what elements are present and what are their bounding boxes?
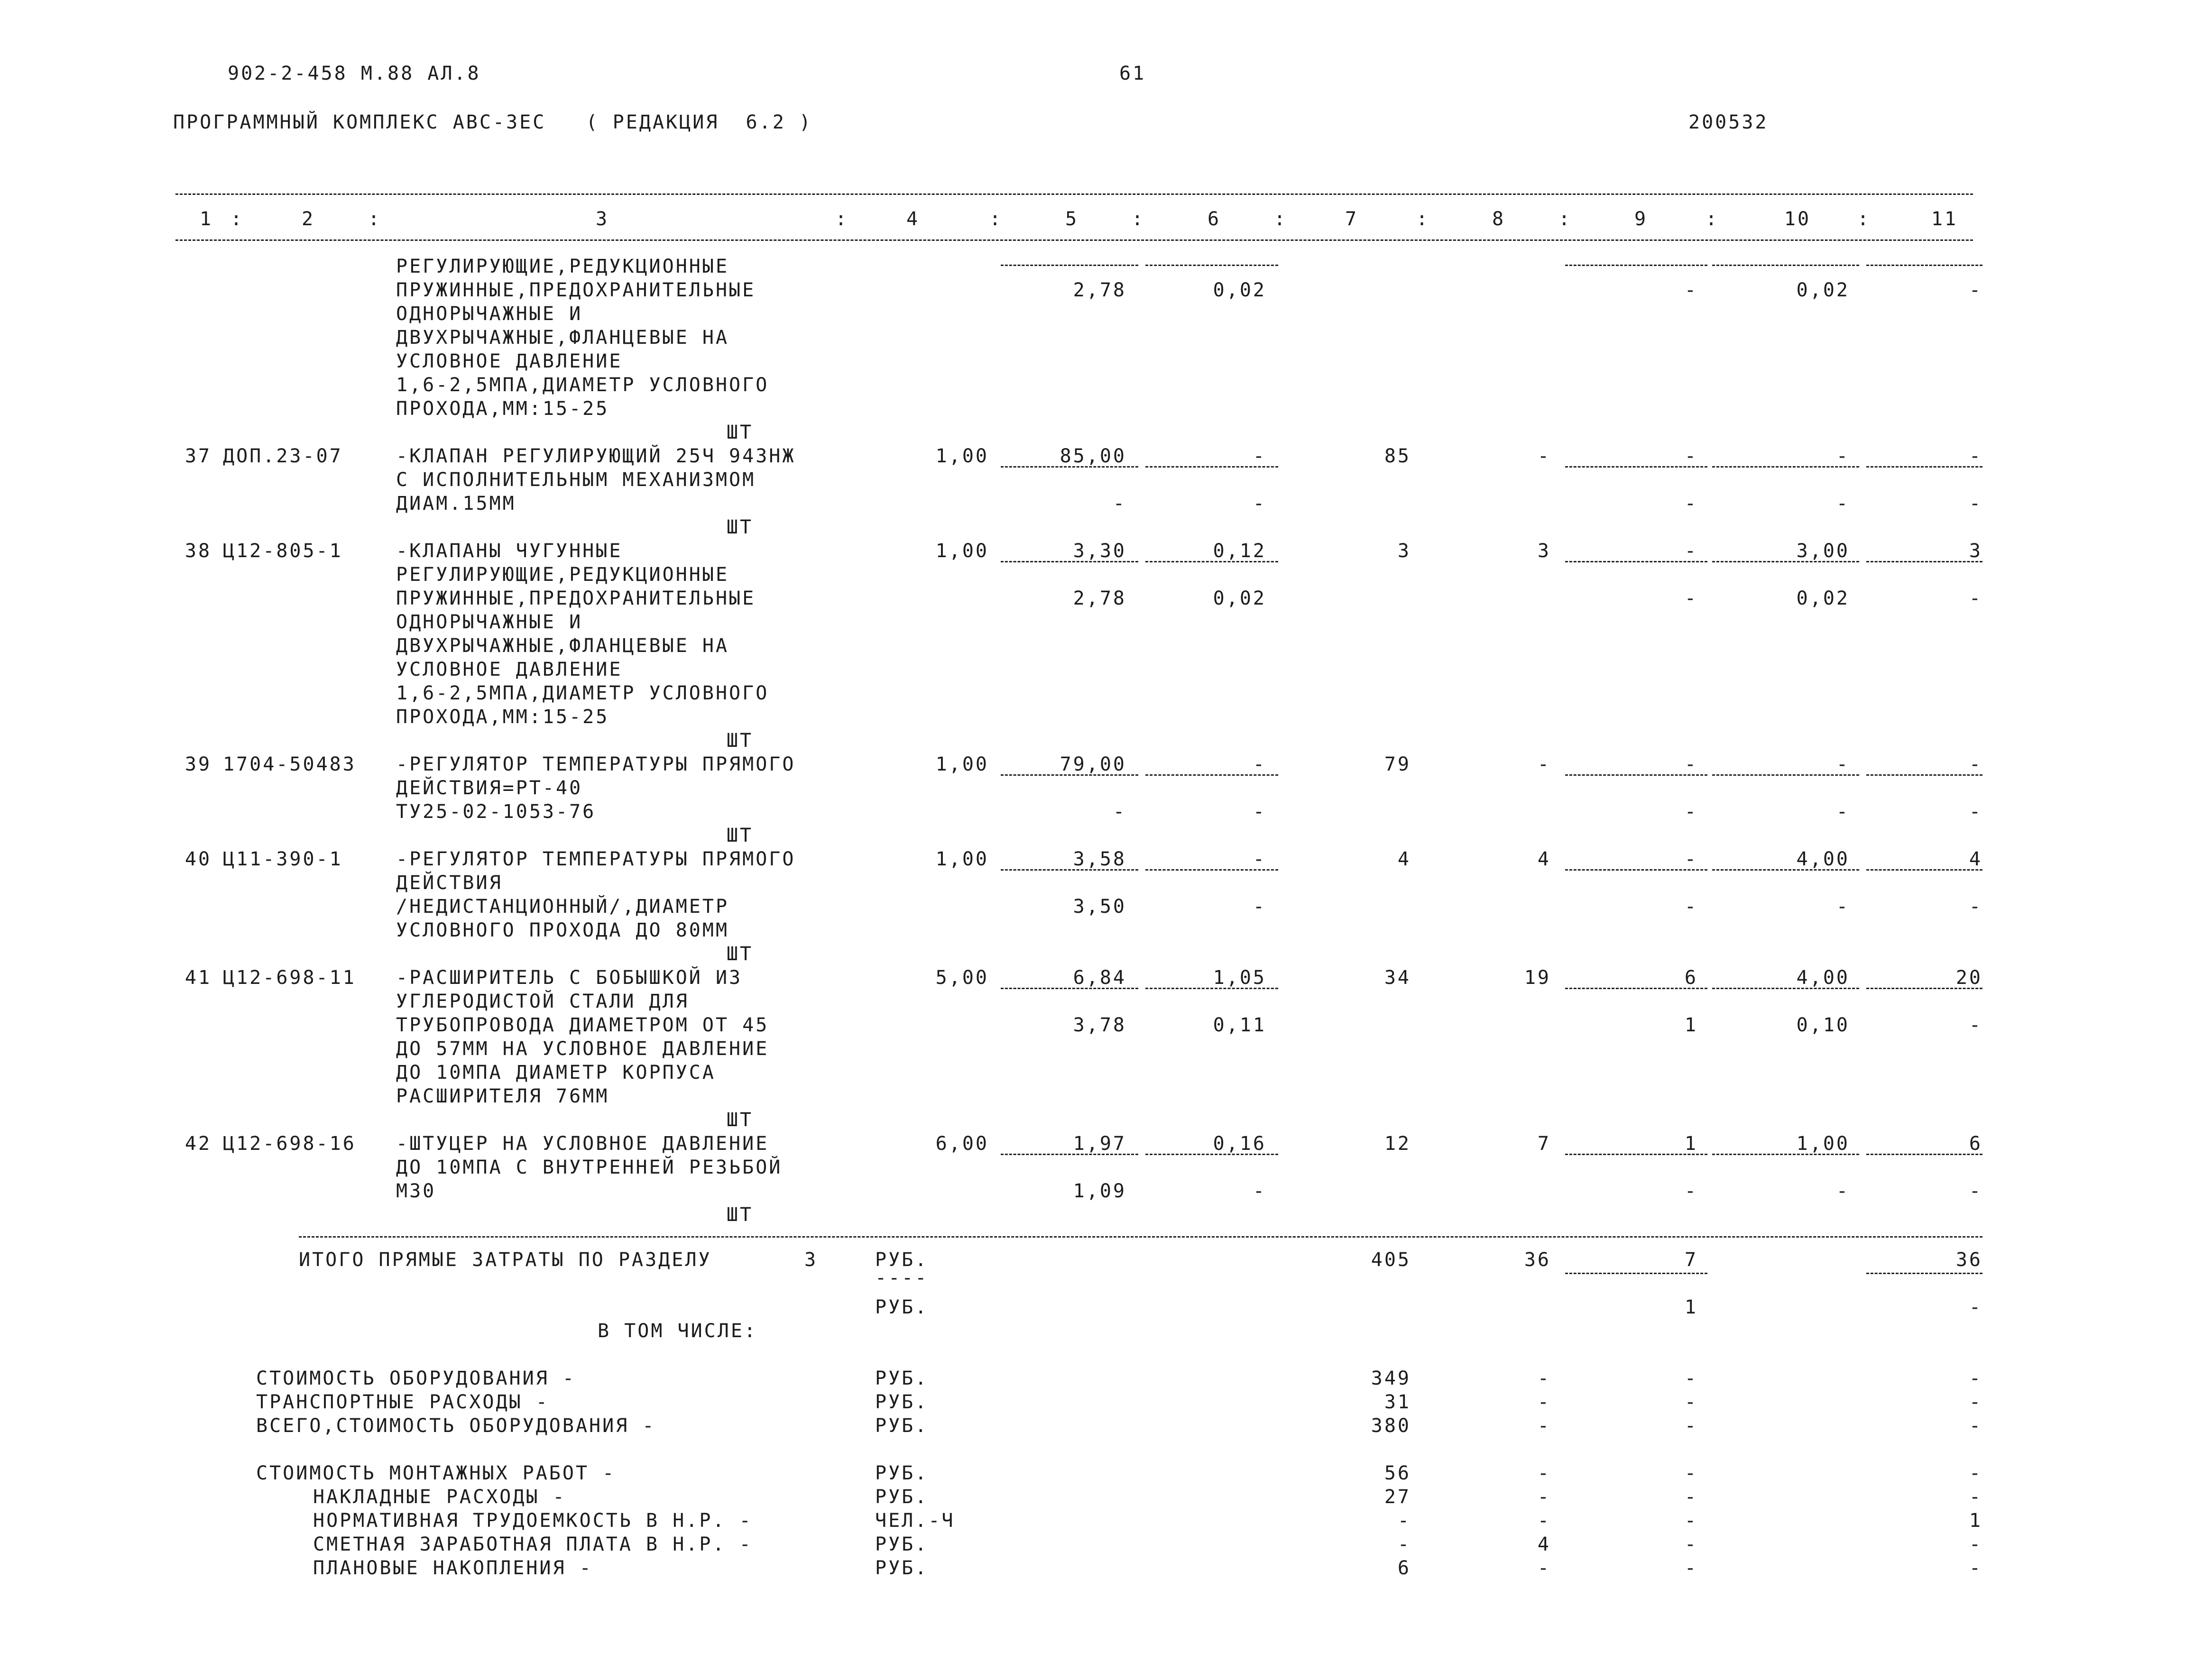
summary-line-col11: - — [1969, 1486, 1982, 1508]
summary-line-col8: - — [1537, 1557, 1551, 1579]
item-37-col5: 85,00 — [1060, 445, 1126, 467]
totals-col11-divider — [1866, 1273, 1982, 1274]
item-37-col9: - — [1684, 445, 1698, 467]
summary-line-col9: - — [1684, 1415, 1698, 1437]
item-39-col5-divider — [1001, 774, 1138, 776]
item-38-description-line: УСЛОВНОЕ ДАВЛЕНИЕ — [396, 659, 623, 680]
item-42-col9: 1 — [1684, 1133, 1698, 1155]
item-41-col5-divider — [1001, 988, 1138, 989]
item-42-col11-labor: - — [1969, 1180, 1982, 1202]
summary-line-col11: - — [1969, 1557, 1982, 1579]
column-separator: : — [1558, 208, 1572, 230]
item-39-col10: - — [1836, 753, 1850, 775]
item-37-col10-divider — [1712, 466, 1859, 468]
item-37-col8: - — [1537, 445, 1551, 467]
header-bottom-rule — [175, 239, 1973, 241]
item-42-quantity: 6,00 — [935, 1133, 989, 1155]
item-38-col11: 3 — [1969, 540, 1982, 562]
item-41-unit-sht: ШТ — [726, 1109, 754, 1131]
summary-line-col9: - — [1684, 1557, 1698, 1579]
item-38-quantity: 1,00 — [935, 540, 989, 562]
item-41-col9: 6 — [1684, 967, 1698, 989]
column-header-10: 10 — [1784, 208, 1811, 230]
document-code: 902-2-458 М.88 АЛ.8 — [228, 63, 481, 84]
item-41-col11: 20 — [1955, 967, 1982, 989]
column-separator: : — [989, 208, 1003, 230]
summary-line-label: НАКЛАДНЫЕ РАСХОДЫ - — [313, 1486, 566, 1508]
item-39-col10-divider — [1712, 774, 1859, 776]
column-header-2: 2 — [301, 208, 315, 230]
item-38-col6-labor: 0,02 — [1213, 588, 1266, 609]
item-41-col5: 6,84 — [1073, 967, 1126, 989]
summary-line-col8: - — [1537, 1391, 1551, 1413]
item-38-col8: 3 — [1537, 540, 1551, 562]
item-38-description-line: ДВУХРЫЧАЖНЫЕ,ФЛАНЦЕВЫЕ НА — [396, 635, 729, 657]
item-41-description-line: РАСШИРИТЕЛЯ 76ММ — [396, 1085, 609, 1107]
item-41-col10-labor: 0,10 — [1796, 1014, 1850, 1036]
in-that-label: В ТОМ ЧИСЛЕ: — [598, 1320, 757, 1342]
item-39-col11-divider — [1866, 774, 1982, 776]
summary-line-col11: - — [1969, 1415, 1982, 1437]
summary-line-col11: - — [1969, 1368, 1982, 1389]
column-header-4: 4 — [906, 208, 920, 230]
item-37-col10: - — [1836, 445, 1850, 467]
item-38-code: Ц12-805-1 — [223, 540, 343, 562]
item-description-line: 1,6-2,5МПА,ДИАМЕТР УСЛОВНОГО — [396, 374, 769, 396]
column-header-5: 5 — [1065, 208, 1079, 230]
continuation-col6-value: 0,02 — [1213, 279, 1266, 301]
item-37-col6-labor: - — [1253, 493, 1266, 514]
summary-line-col8: - — [1537, 1510, 1551, 1532]
summary-line-col11: - — [1969, 1391, 1982, 1413]
item-41-col5-labor: 3,78 — [1073, 1014, 1126, 1036]
item-40-quantity: 1,00 — [935, 848, 989, 870]
item-37-number: 37 — [184, 445, 212, 467]
item-40-col8: 4 — [1537, 848, 1551, 870]
item-37-col11: - — [1969, 445, 1982, 467]
column-separator: : — [1857, 208, 1871, 230]
item-39-col6: - — [1253, 753, 1266, 775]
summary-line-col9: - — [1684, 1533, 1698, 1555]
column-separator: : — [1131, 208, 1145, 230]
table-top-rule — [175, 193, 1973, 195]
item-38-col5: 3,30 — [1073, 540, 1126, 562]
item-42-col8: 7 — [1537, 1133, 1551, 1155]
item-41-description-line: -РАСШИРИТЕЛЬ С БОБЫШКОЙ ИЗ — [396, 967, 743, 989]
totals-title: ИТОГО ПРЯМЫЕ ЗАТРАТЫ ПО РАЗДЕЛУ — [299, 1249, 712, 1271]
column-header-1: 1 — [199, 208, 213, 230]
summary-line-col11: 1 — [1969, 1510, 1982, 1532]
item-38-col7: 3 — [1397, 540, 1411, 562]
item-40-col9: - — [1684, 848, 1698, 870]
item-37-description-line: ДИАМ.15ММ — [396, 493, 516, 514]
totals-unit-underline: ---- — [875, 1267, 929, 1289]
unit-sht: ШТ — [726, 422, 754, 443]
item-42-col5-divider — [1001, 1154, 1138, 1155]
item-39-col9-labor: - — [1684, 801, 1698, 823]
summary-line-unit: РУБ. — [875, 1368, 929, 1389]
continuation-col5-divider — [1001, 265, 1138, 266]
item-40-description-line: ДЕЙСТВИЯ — [396, 872, 503, 894]
item-38-description-line: ПРОХОДА,ММ:15-25 — [396, 706, 609, 728]
item-38-col11-divider — [1866, 561, 1982, 562]
item-40-col9-labor: - — [1684, 896, 1698, 918]
item-37-unit-sht: ШТ — [726, 516, 754, 538]
item-37-col6: - — [1253, 445, 1266, 467]
summary-line-label: ВСЕГО,СТОИМОСТЬ ОБОРУДОВАНИЯ - — [256, 1415, 656, 1437]
item-37-col9-divider — [1565, 466, 1707, 468]
item-39-col9-divider — [1565, 774, 1707, 776]
summary-line-col7: 380 — [1371, 1415, 1411, 1437]
item-39-col8: - — [1537, 753, 1551, 775]
summary-line-col9: - — [1684, 1486, 1698, 1508]
item-39-description-line: ДЕЙСТВИЯ=РТ-40 — [396, 777, 583, 799]
totals-col9: 7 — [1684, 1249, 1698, 1271]
item-38-col10: 3,00 — [1796, 540, 1850, 562]
item-42-description-line: ДО 10МПА С ВНУТРЕННЕЙ РЕЗЬБОЙ — [396, 1157, 783, 1178]
item-38-description-line: РЕГУЛИРУЮЩИЕ,РЕДУКЦИОННЫЕ — [396, 564, 729, 586]
item-42-col6: 0,16 — [1213, 1133, 1266, 1155]
item-42-number: 42 — [184, 1133, 212, 1155]
item-38-col10-labor: 0,02 — [1796, 588, 1850, 609]
item-41-quantity: 5,00 — [935, 967, 989, 989]
summary-line-col9: - — [1684, 1510, 1698, 1532]
summary-line-unit: РУБ. — [875, 1415, 929, 1437]
summary-line-unit: РУБ. — [875, 1557, 929, 1579]
item-42-col6-divider — [1145, 1154, 1278, 1155]
item-37-description-line: -КЛАПАН РЕГУЛИРУЮЩИЙ 25Ч 943НЖ — [396, 445, 796, 467]
summary-line-col8: - — [1537, 1462, 1551, 1484]
column-separator: : — [230, 208, 244, 230]
item-38-description-line: ПРУЖИННЫЕ,ПРЕДОХРАНИТЕЛЬНЫЕ — [396, 588, 756, 609]
item-37-col11-divider — [1866, 466, 1982, 468]
summary-line-col8: - — [1537, 1415, 1551, 1437]
item-40-col5-labor: 3,50 — [1073, 896, 1126, 918]
item-38-col9-divider — [1565, 561, 1707, 562]
item-41-description-line: ДО 57ММ НА УСЛОВНОЕ ДАВЛЕНИЕ — [396, 1038, 769, 1060]
summary-line-unit: РУБ. — [875, 1486, 929, 1508]
column-separator: : — [1416, 208, 1430, 230]
summary-line-col9: - — [1684, 1391, 1698, 1413]
item-40-col5-divider — [1001, 869, 1138, 871]
item-42-col10-labor: - — [1836, 1180, 1850, 1202]
item-42-col11: 6 — [1969, 1133, 1982, 1155]
item-description-line: ПРОХОДА,ММ:15-25 — [396, 398, 609, 420]
item-40-col5: 3,58 — [1073, 848, 1126, 870]
item-41-description-line: ТРУБОПРОВОДА ДИАМЕТРОМ ОТ 45 — [396, 1014, 769, 1036]
item-40-number: 40 — [184, 848, 212, 870]
summary-line-unit: ЧЕЛ.-Ч — [875, 1510, 955, 1532]
summary-line-label: СТОИМОСТЬ МОНТАЖНЫХ РАБОТ - — [256, 1462, 616, 1484]
item-40-col6: - — [1253, 848, 1266, 870]
page-number: 61 — [1119, 63, 1146, 84]
continuation-col6-divider — [1145, 265, 1278, 266]
column-header-7: 7 — [1345, 208, 1359, 230]
item-42-col10: 1,00 — [1796, 1133, 1850, 1155]
totals-section-number: 3 — [804, 1249, 818, 1271]
continuation-col10-divider — [1712, 265, 1859, 266]
item-description-line: ПРУЖИННЫЕ,ПРЕДОХРАНИТЕЛЬНЫЕ — [396, 279, 756, 301]
column-separator: : — [1273, 208, 1288, 230]
totals-col8: 36 — [1524, 1249, 1551, 1271]
program-title: ПРОГРАММНЫЙ КОМПЛЕКС АВС-3ЕС ( РЕДАКЦИЯ 6.2 ) — [173, 111, 812, 133]
item-39-col5-labor: - — [1113, 801, 1126, 823]
item-38-col6-divider — [1145, 561, 1278, 562]
item-38-description-line: -КЛАПАНЫ ЧУГУННЫЕ — [396, 540, 623, 562]
continuation-col9-divider — [1565, 265, 1707, 266]
item-42-col10-divider — [1712, 1154, 1859, 1155]
summary-line-label: НОРМАТИВНАЯ ТРУДОЕМКОСТЬ В Н.Р. - — [313, 1510, 753, 1532]
item-description-line: ОДНОРЫЧАЖНЫЕ И — [396, 303, 583, 325]
column-header-8: 8 — [1492, 208, 1506, 230]
item-40-col10-labor: - — [1836, 896, 1850, 918]
item-39-col10-labor: - — [1836, 801, 1850, 823]
item-description-line: РЕГУЛИРУЮЩИЕ,РЕДУКЦИОННЫЕ — [396, 256, 729, 277]
totals-unit: РУБ. — [875, 1249, 929, 1271]
column-header-11: 11 — [1931, 208, 1958, 230]
item-41-col11-divider — [1866, 988, 1982, 989]
summary-line-label: ПЛАНОВЫЕ НАКОПЛЕНИЯ - — [313, 1557, 593, 1579]
column-header-9: 9 — [1634, 208, 1648, 230]
column-header-3: 3 — [595, 208, 609, 230]
item-41-col6-divider — [1145, 988, 1278, 989]
item-description-line: ДВУХРЫЧАЖНЫЕ,ФЛАНЦЕВЫЕ НА — [396, 327, 729, 349]
item-41-description-line: УГЛЕРОДИСТОЙ СТАЛИ ДЛЯ — [396, 991, 689, 1012]
item-42-code: Ц12-698-16 — [223, 1133, 356, 1155]
summary-line-col7: 27 — [1384, 1486, 1411, 1508]
item-42-col5: 1,97 — [1073, 1133, 1126, 1155]
totals-col9-labor: 1 — [1684, 1296, 1698, 1318]
totals-col11: 36 — [1955, 1249, 1982, 1271]
summary-line-col7: - — [1397, 1533, 1411, 1555]
item-42-col9-labor: - — [1684, 1180, 1698, 1202]
item-38-col10-divider — [1712, 561, 1859, 562]
item-38-col6: 0,12 — [1213, 540, 1266, 562]
totals-top-rule — [299, 1236, 1982, 1238]
item-40-unit-sht: ШТ — [726, 943, 754, 965]
item-38-col5-divider — [1001, 561, 1138, 562]
item-37-quantity: 1,00 — [935, 445, 989, 467]
column-separator: : — [368, 208, 382, 230]
column-separator: : — [835, 208, 849, 230]
item-37-code: ДОП.23-07 — [223, 445, 343, 467]
item-40-col6-labor: - — [1253, 896, 1266, 918]
item-42-col9-divider — [1565, 1154, 1707, 1155]
summary-line-label: СТОИМОСТЬ ОБОРУДОВАНИЯ - — [256, 1368, 576, 1389]
item-39-description-line: ТУ25-02-1053-76 — [396, 801, 596, 823]
item-37-col5-divider — [1001, 466, 1138, 468]
item-38-col9: - — [1684, 540, 1698, 562]
item-40-col10-divider — [1712, 869, 1859, 871]
document-id: 200532 — [1688, 111, 1769, 133]
item-37-description-line: С ИСПОЛНИТЕЛЬНЫМ МЕХАНИЗМОМ — [396, 469, 756, 491]
column-separator: : — [1705, 208, 1719, 230]
item-40-col9-divider — [1565, 869, 1707, 871]
summary-line-col8: 4 — [1537, 1533, 1551, 1555]
item-39-col11-labor: - — [1969, 801, 1982, 823]
totals-unit-labor: РУБ. — [875, 1296, 929, 1318]
continuation-col9-value: - — [1684, 279, 1698, 301]
summary-line-col8: - — [1537, 1486, 1551, 1508]
item-41-col9-labor: 1 — [1684, 1014, 1698, 1036]
item-40-col11-divider — [1866, 869, 1982, 871]
item-39-quantity: 1,00 — [935, 753, 989, 775]
item-41-col11-labor: - — [1969, 1014, 1982, 1036]
item-42-col6-labor: - — [1253, 1180, 1266, 1202]
totals-col11-labor: - — [1969, 1296, 1982, 1318]
item-39-col11: - — [1969, 753, 1982, 775]
item-40-description-line: -РЕГУЛЯТОР ТЕМПЕРАТУРЫ ПРЯМОГО — [396, 848, 796, 870]
item-39-col7: 79 — [1384, 753, 1411, 775]
column-header-6: 6 — [1207, 208, 1221, 230]
item-40-code: Ц11-390-1 — [223, 848, 343, 870]
summary-line-col8: - — [1537, 1368, 1551, 1389]
summary-line-col7: - — [1397, 1510, 1411, 1532]
item-41-col9-divider — [1565, 988, 1707, 989]
totals-col9-divider — [1565, 1273, 1707, 1274]
item-description-line: УСЛОВНОЕ ДАВЛЕНИЕ — [396, 350, 623, 372]
item-38-col9-labor: - — [1684, 588, 1698, 609]
summary-line-unit: РУБ. — [875, 1391, 929, 1413]
summary-line-col7: 56 — [1384, 1462, 1411, 1484]
item-42-description-line: -ШТУЦЕР НА УСЛОВНОЕ ДАВЛЕНИЕ — [396, 1133, 769, 1155]
totals-col7: 405 — [1371, 1249, 1411, 1271]
item-40-col6-divider — [1145, 869, 1278, 871]
item-42-col11-divider — [1866, 1154, 1982, 1155]
item-41-number: 41 — [184, 967, 212, 989]
item-41-col10: 4,00 — [1796, 967, 1850, 989]
continuation-col11-value: - — [1969, 279, 1982, 301]
item-38-unit-sht: ШТ — [726, 730, 754, 752]
item-41-code: Ц12-698-11 — [223, 967, 356, 989]
item-37-col7: 85 — [1384, 445, 1411, 467]
item-37-col9-labor: - — [1684, 493, 1698, 514]
summary-line-col7: 349 — [1371, 1368, 1411, 1389]
item-38-col5-labor: 2,78 — [1073, 588, 1126, 609]
summary-line-col9: - — [1684, 1462, 1698, 1484]
item-38-col11-labor: - — [1969, 588, 1982, 609]
item-37-col6-divider — [1145, 466, 1278, 468]
item-38-description-line: ОДНОРЫЧАЖНЫЕ И — [396, 611, 583, 633]
item-42-description-line: М30 — [396, 1180, 436, 1202]
item-39-unit-sht: ШТ — [726, 825, 754, 846]
summary-line-col7: 31 — [1384, 1391, 1411, 1413]
continuation-col10-value: 0,02 — [1796, 279, 1850, 301]
item-40-col11: 4 — [1969, 848, 1982, 870]
item-40-description-line: УСЛОВНОГО ПРОХОДА ДО 80ММ — [396, 919, 729, 941]
summary-line-col11: - — [1969, 1462, 1982, 1484]
item-41-col10-divider — [1712, 988, 1859, 989]
summary-line-unit: РУБ. — [875, 1533, 929, 1555]
summary-line-label: ТРАНСПОРТНЫЕ РАСХОДЫ - — [256, 1391, 549, 1413]
item-39-col6-labor: - — [1253, 801, 1266, 823]
summary-line-unit: РУБ. — [875, 1462, 929, 1484]
item-39-description-line: -РЕГУЛЯТОР ТЕМПЕРАТУРЫ ПРЯМОГО — [396, 753, 796, 775]
item-40-col10: 4,00 — [1796, 848, 1850, 870]
item-39-number: 39 — [184, 753, 212, 775]
item-42-col7: 12 — [1384, 1133, 1411, 1155]
item-42-col5-labor: 1,09 — [1073, 1180, 1126, 1202]
item-37-col5-labor: - — [1113, 493, 1126, 514]
item-38-number: 38 — [184, 540, 212, 562]
item-38-description-line: 1,6-2,5МПА,ДИАМЕТР УСЛОВНОГО — [396, 682, 769, 704]
item-42-unit-sht: ШТ — [726, 1204, 754, 1226]
item-39-col5: 79,00 — [1060, 753, 1126, 775]
item-41-description-line: ДО 10МПА ДИАМЕТР КОРПУСА — [396, 1062, 716, 1083]
item-41-col7: 34 — [1384, 967, 1411, 989]
item-39-col6-divider — [1145, 774, 1278, 776]
summary-line-col7: 6 — [1397, 1557, 1411, 1579]
summary-line-label: СМЕТНАЯ ЗАРАБОТНАЯ ПЛАТА В Н.Р. - — [313, 1533, 753, 1555]
item-41-col6-labor: 0,11 — [1213, 1014, 1266, 1036]
item-37-col10-labor: - — [1836, 493, 1850, 514]
item-40-description-line: /НЕДИСТАНЦИОННЫЙ/,ДИАМЕТР — [396, 896, 729, 918]
item-39-col9: - — [1684, 753, 1698, 775]
item-40-col7: 4 — [1397, 848, 1411, 870]
continuation-col5-value: 2,78 — [1073, 279, 1126, 301]
item-40-col11-labor: - — [1969, 896, 1982, 918]
summary-line-col9: - — [1684, 1368, 1698, 1389]
continuation-col11-divider — [1866, 265, 1982, 266]
item-41-col6: 1,05 — [1213, 967, 1266, 989]
item-39-code: 1704-50483 — [223, 753, 356, 775]
item-41-col8: 19 — [1524, 967, 1551, 989]
summary-line-col11: - — [1969, 1533, 1982, 1555]
item-37-col11-labor: - — [1969, 493, 1982, 514]
